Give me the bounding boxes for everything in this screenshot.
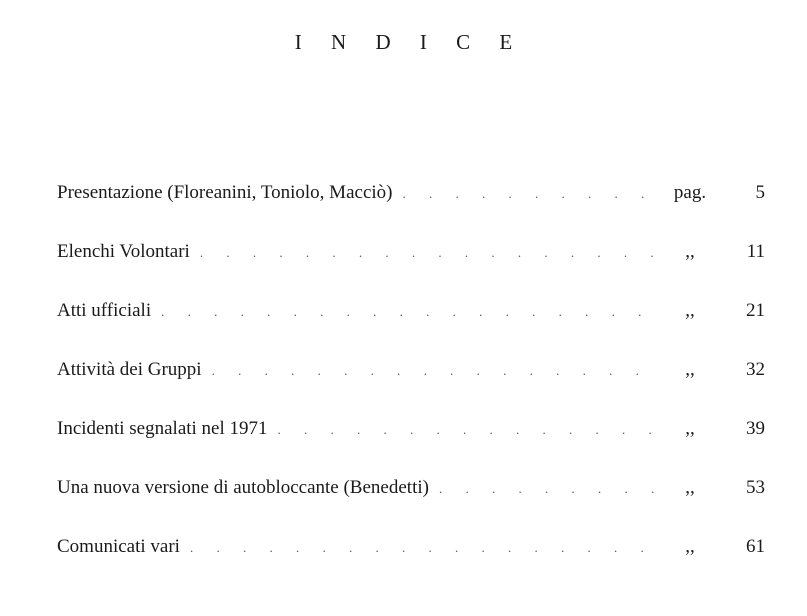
toc-entry bbox=[57, 235, 765, 294]
toc-entry-title: Presentazione (Floreanini, Toniolo, Macciò) bbox=[57, 176, 402, 210]
toc-entry-ref: ,, bbox=[685, 300, 695, 321]
toc-entry-title: Una nuova versione di autobloccante (Benedetti) bbox=[57, 471, 439, 505]
toc-entry bbox=[57, 412, 765, 471]
toc-entry-title: Atti ufficiali bbox=[57, 294, 161, 328]
toc-entry bbox=[57, 353, 765, 412]
toc-entry-page: 39 bbox=[746, 418, 765, 439]
toc-entry-title: Attività dei Gruppi bbox=[57, 353, 212, 387]
toc-entry-page: 32 bbox=[746, 359, 765, 380]
dot-leader bbox=[200, 235, 657, 270]
dot-leader bbox=[161, 294, 657, 329]
toc-entry-page: 5 bbox=[755, 182, 765, 203]
toc-entry-ref: ,, bbox=[685, 241, 695, 262]
toc-entry-page: 61 bbox=[746, 536, 765, 557]
dot-leader bbox=[402, 176, 657, 211]
dot-leader bbox=[212, 353, 657, 388]
page-title: I N D I C E bbox=[294, 30, 525, 54]
toc-entry bbox=[57, 471, 765, 530]
toc-entry-ref: ,, bbox=[685, 359, 695, 380]
table-of-contents bbox=[57, 176, 765, 589]
toc-entry-ref: ,, bbox=[685, 477, 695, 498]
toc-entry bbox=[57, 176, 765, 235]
toc-entry-title: Incidenti segnalati nel 1971 bbox=[57, 412, 278, 446]
dot-leader bbox=[190, 530, 657, 565]
toc-entry-page: 53 bbox=[746, 477, 765, 498]
toc-entry-page: 21 bbox=[746, 300, 765, 321]
toc-entry-page: 11 bbox=[746, 241, 765, 262]
toc-entry-ref: ,, bbox=[685, 536, 695, 557]
toc-entry-ref: pag. bbox=[673, 182, 707, 203]
dot-leader bbox=[278, 412, 657, 447]
toc-entry-title: Comunicati vari bbox=[57, 530, 190, 564]
toc-entry bbox=[57, 294, 765, 353]
toc-entry-ref: ,, bbox=[685, 418, 695, 439]
dot-leader bbox=[439, 471, 657, 506]
toc-entry bbox=[57, 530, 765, 589]
toc-entry-title: Elenchi Volontari bbox=[57, 235, 200, 269]
